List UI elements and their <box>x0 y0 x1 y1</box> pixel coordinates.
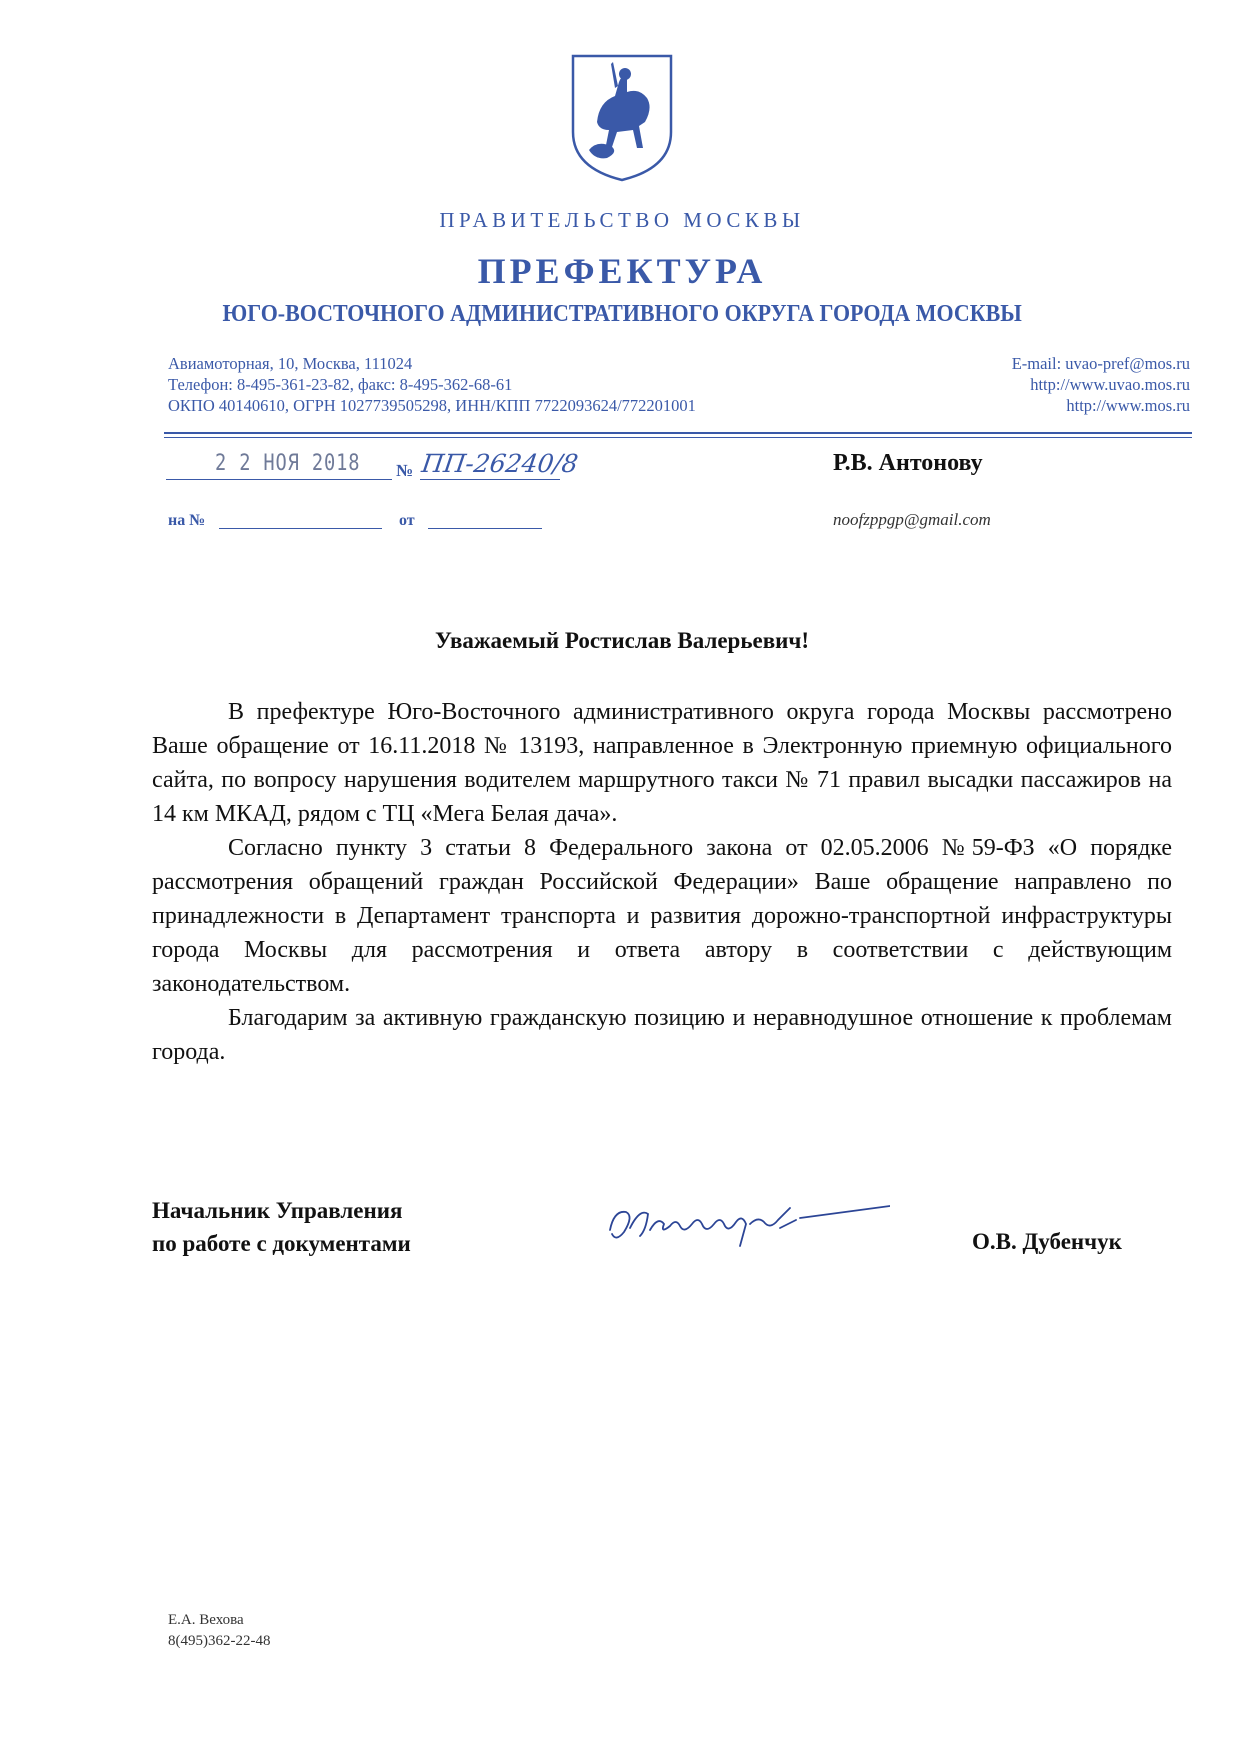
recipient-email: noofzppgp@gmail.com <box>833 510 991 529</box>
header-rule <box>164 432 1192 434</box>
okrug-title: ЮГО-ВОСТОЧНОГО АДМИНИСТРАТИВНОГО ОКРУГА ГОРОДА МОСКВЫ <box>222 301 1022 327</box>
phone-fax: Телефон: 8-495-361-23-82, факс: 8-495-362-68-61 <box>168 375 513 394</box>
date-underline <box>166 479 392 480</box>
website-uvao: http://www.uvao.mos.ru <box>1030 375 1190 394</box>
paragraph-3: Благодарим за активную гражданскую позицию и неравнодушное отношение к проблемам города. <box>152 1005 1172 1065</box>
header-rule-thin <box>164 437 1192 438</box>
executor-info <box>168 1610 270 1652</box>
executor-name: Е.А. Вехова <box>168 1612 244 1628</box>
registry-codes: ОКПО 40140610, ОГРН 1027739505298, ИНН/КПП 7722093624/772201001 <box>168 396 696 415</box>
from-underline <box>428 528 542 529</box>
prefecture-title: ПРЕФЕКТУРА <box>477 251 767 291</box>
greeting: Уважаемый Ростислав Валерьевич! <box>434 628 810 653</box>
signatory-title <box>152 1194 411 1260</box>
number-underline <box>420 479 560 480</box>
moscow-emblem-icon <box>567 52 677 184</box>
handwritten-signature <box>600 1190 890 1260</box>
number-label: № <box>396 461 414 480</box>
government-title: ПРАВИТЕЛЬСТВО МОСКВЫ <box>439 208 805 232</box>
paragraph-1: В префектуре Юго-Восточного административного округа города Москвы рассмотрено Ваше обращение от 16.11.2018 № 13193, направленное в Электронную приемную официального сайта, по вопросу нарушения водителем маршрутного такси № 71 правил высадки пассажиров на 14 км МКАД, рядом с ТЦ «Мега Белая дача». <box>152 699 1172 827</box>
requisites-right <box>780 353 1190 416</box>
email: E-mail: uvao-pref@mos.ru <box>1011 354 1190 373</box>
from-label: от <box>399 512 415 529</box>
in-reply-label: на № <box>168 512 206 529</box>
executor-phone: 8(495)362-22-48 <box>168 1633 271 1649</box>
in-reply-underline <box>219 528 382 529</box>
recipient-name: Р.В. Антонову <box>833 450 983 476</box>
date-stamp: 2 2 НОЯ 2018 <box>215 451 361 476</box>
address: Авиамоторная, 10, Москва, 111024 <box>168 354 413 373</box>
signatory-title-line-2: по работе с документами <box>152 1231 411 1256</box>
paragraph-2: Согласно пункту 3 статьи 8 Федерального закона от 02.05.2006 №59-ФЗ «О порядке рассмотрения обращений граждан Российской Федерации» Ваше обращение направлено по принадлежности в Департамент транспорта и развития дорожно-транспортной инфраструктуры города Москвы для рассмотрения и ответа автору в соответствии с действующим законодательством. <box>152 835 1172 997</box>
letter-body <box>152 695 1172 1069</box>
signatory-name: О.В. Дубенчук <box>972 1229 1122 1254</box>
website-mos: http://www.mos.ru <box>1066 396 1190 415</box>
signatory-title-line-1: Начальник Управления <box>152 1198 403 1223</box>
requisites-left <box>168 353 868 416</box>
outgoing-number: ПП-26240/8 <box>419 449 580 478</box>
